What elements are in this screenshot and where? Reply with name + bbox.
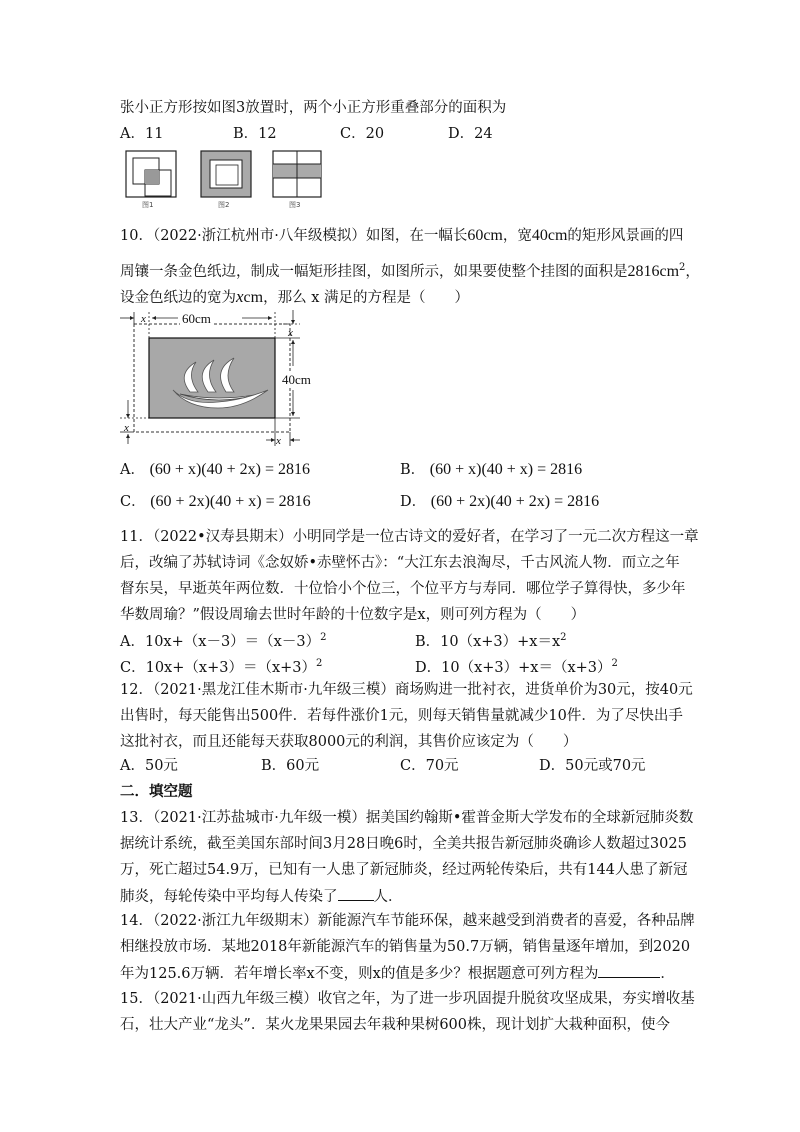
q12-line-1: 12．（2021·黑龙江佳木斯市·九年级三模）商场购进一批衬衣，进货单价为30元，按40元 [120,682,693,698]
q9-figure-1 [125,150,177,198]
q10-figure-x-label-top: x [141,313,146,325]
q14-line-2: 相继投放市场．某地2018年新能源汽车的销售量为50.7万辆，销售量逐年增加，到2020 [120,939,691,955]
q11-option-b: B．$10(x+3)+x=x^2$ [415,632,567,650]
q12-option-c: C．70元 [400,758,459,774]
q11-line-4: 华数周瑜？”假设周瑜去世时年龄的十位数字是x，则可列方程为（ ） [120,607,586,623]
section-title-fill-in-blank: 二．填空题 [120,783,193,800]
q11-option-a: A．$10x+(x-3)=(x-3)^2$ [120,632,327,650]
q12-option-b: B．60元 [261,758,320,774]
q10-figure [118,310,300,446]
q9-intro: 张小正方形按如图3放置时，两个小正方形重叠部分的面积为 [120,100,507,116]
q9-option-a: A．11 [120,126,164,142]
q12-line-2: 出售时，每天能售出500件．若每件涨价1元，则每天销售量就减少10件．为了尽快出手 [120,708,683,724]
q9-option-d: D．24 [448,126,493,142]
q10-option-c: C． (60 + 2x)(40 + x) = 2816 [120,493,311,510]
q13-line-3: 万，死亡超过54.9万，已知有一人患了新冠肺炎，经过两轮传染后，共有144人患了新冠 [120,862,688,878]
q10-option-b: B． (60 + x)(40 + x) = 2816 [400,461,583,478]
q9-figure-3 [272,150,322,198]
q10-option-d: D． (60 + 2x)(40 + 2x) = 2816 [400,493,600,510]
q10-figure-width-label: 60cm [182,311,211,326]
q10-figure-x-label-left: x [124,422,129,434]
q9-figure-2 [200,150,252,198]
q11-line-2: 后，改编了苏轼诗词《念奴娇•赤壁怀古》：“大江东去浪淘尽，千古风流人物．而立之年 [120,555,680,571]
q12-option-a: A．50元 [120,758,178,774]
q13-line-2: 据统计系统，截至美国东部时间3月28日晚6时，全美共报告新冠肺炎确诊人数超过3025 [120,836,687,852]
q11-line-3: 督东吴，早逝英年两位数．十位恰小个位三，个位平方与寿同．哪位学子算得快，多少年 [120,581,686,597]
q10-figure-x-label-bottom: x [276,435,281,447]
q13-line-1: 13．（2021·江苏盐城市·九年级一模）据美国约翰斯•霍普金斯大学发布的全球新冠肺炎数 [120,810,694,826]
q11-line-1: 11．（2022•汉寿县期末）小明同学是一位古诗文的爱好者，在学习了一元二次方程这一章 [120,529,699,545]
q9-figure-3-caption: 图3 [289,201,301,209]
q10-option-a: A． (60 + x)(40 + 2x) = 2816 [120,461,310,478]
q9-figure-1-caption: 图1 [142,201,154,209]
q13-line-4: 肺炎，每轮传染中平均每人传染了 人． [120,886,403,907]
q11-option-c: C．$10x+(x+3)=(x+3)^2$ [120,658,323,676]
q10-figure-height-label: 40cm [282,372,311,387]
q9-option-b: B．12 [233,126,277,142]
q15-line-2: 石，壮大产业“龙头”．某火龙果果园去年栽种果树600株，现计划扩大栽种面积，使今 [120,1017,670,1033]
q9-option-c: C．20 [340,126,385,142]
q10-figure-x-label-right: x [288,327,293,339]
q10-line-2: 周镶一条金色纸边，制成一幅矩形挂图，如图所示，如果要使整个挂图的面积是$2816cm^2$， [120,262,700,280]
q14-line-3: 年为125.6万辆．若年增长率x不变，则x的值是多少？根据题意可列方程为 ． [120,963,675,984]
q14-line-1: 14．（2022·浙江九年级期末）新能源汽车节能环保，越来越受到消费者的喜爱，各种品牌 [120,913,695,929]
q10-line-3: 设金色纸边的宽为xcm，那么 x 满足的方程是（ ） [120,287,469,306]
q15-line-1: 15．（2021·山西九年级三模）收官之年，为了进一步巩固提升脱贫攻坚成果，夯实增收基 [120,991,695,1007]
q13-answer-blank[interactable] [338,886,374,901]
q12-line-3: 这批衬衣，而且还能每天获取8000元的利润，其售价应该定为（ ） [120,734,578,750]
q12-option-d: D．50元或70元 [539,758,646,774]
q10-line-1: 10．（2022·浙江杭州市·八年级模拟）如图，在一幅长60cm，宽40cm的矩形风景画的四 [120,227,684,244]
q11-option-d: D．$10(x+3)+x=(x+3)^2$ [415,658,618,676]
q9-figure-2-caption: 图2 [218,201,230,209]
q14-answer-blank[interactable] [598,963,660,978]
